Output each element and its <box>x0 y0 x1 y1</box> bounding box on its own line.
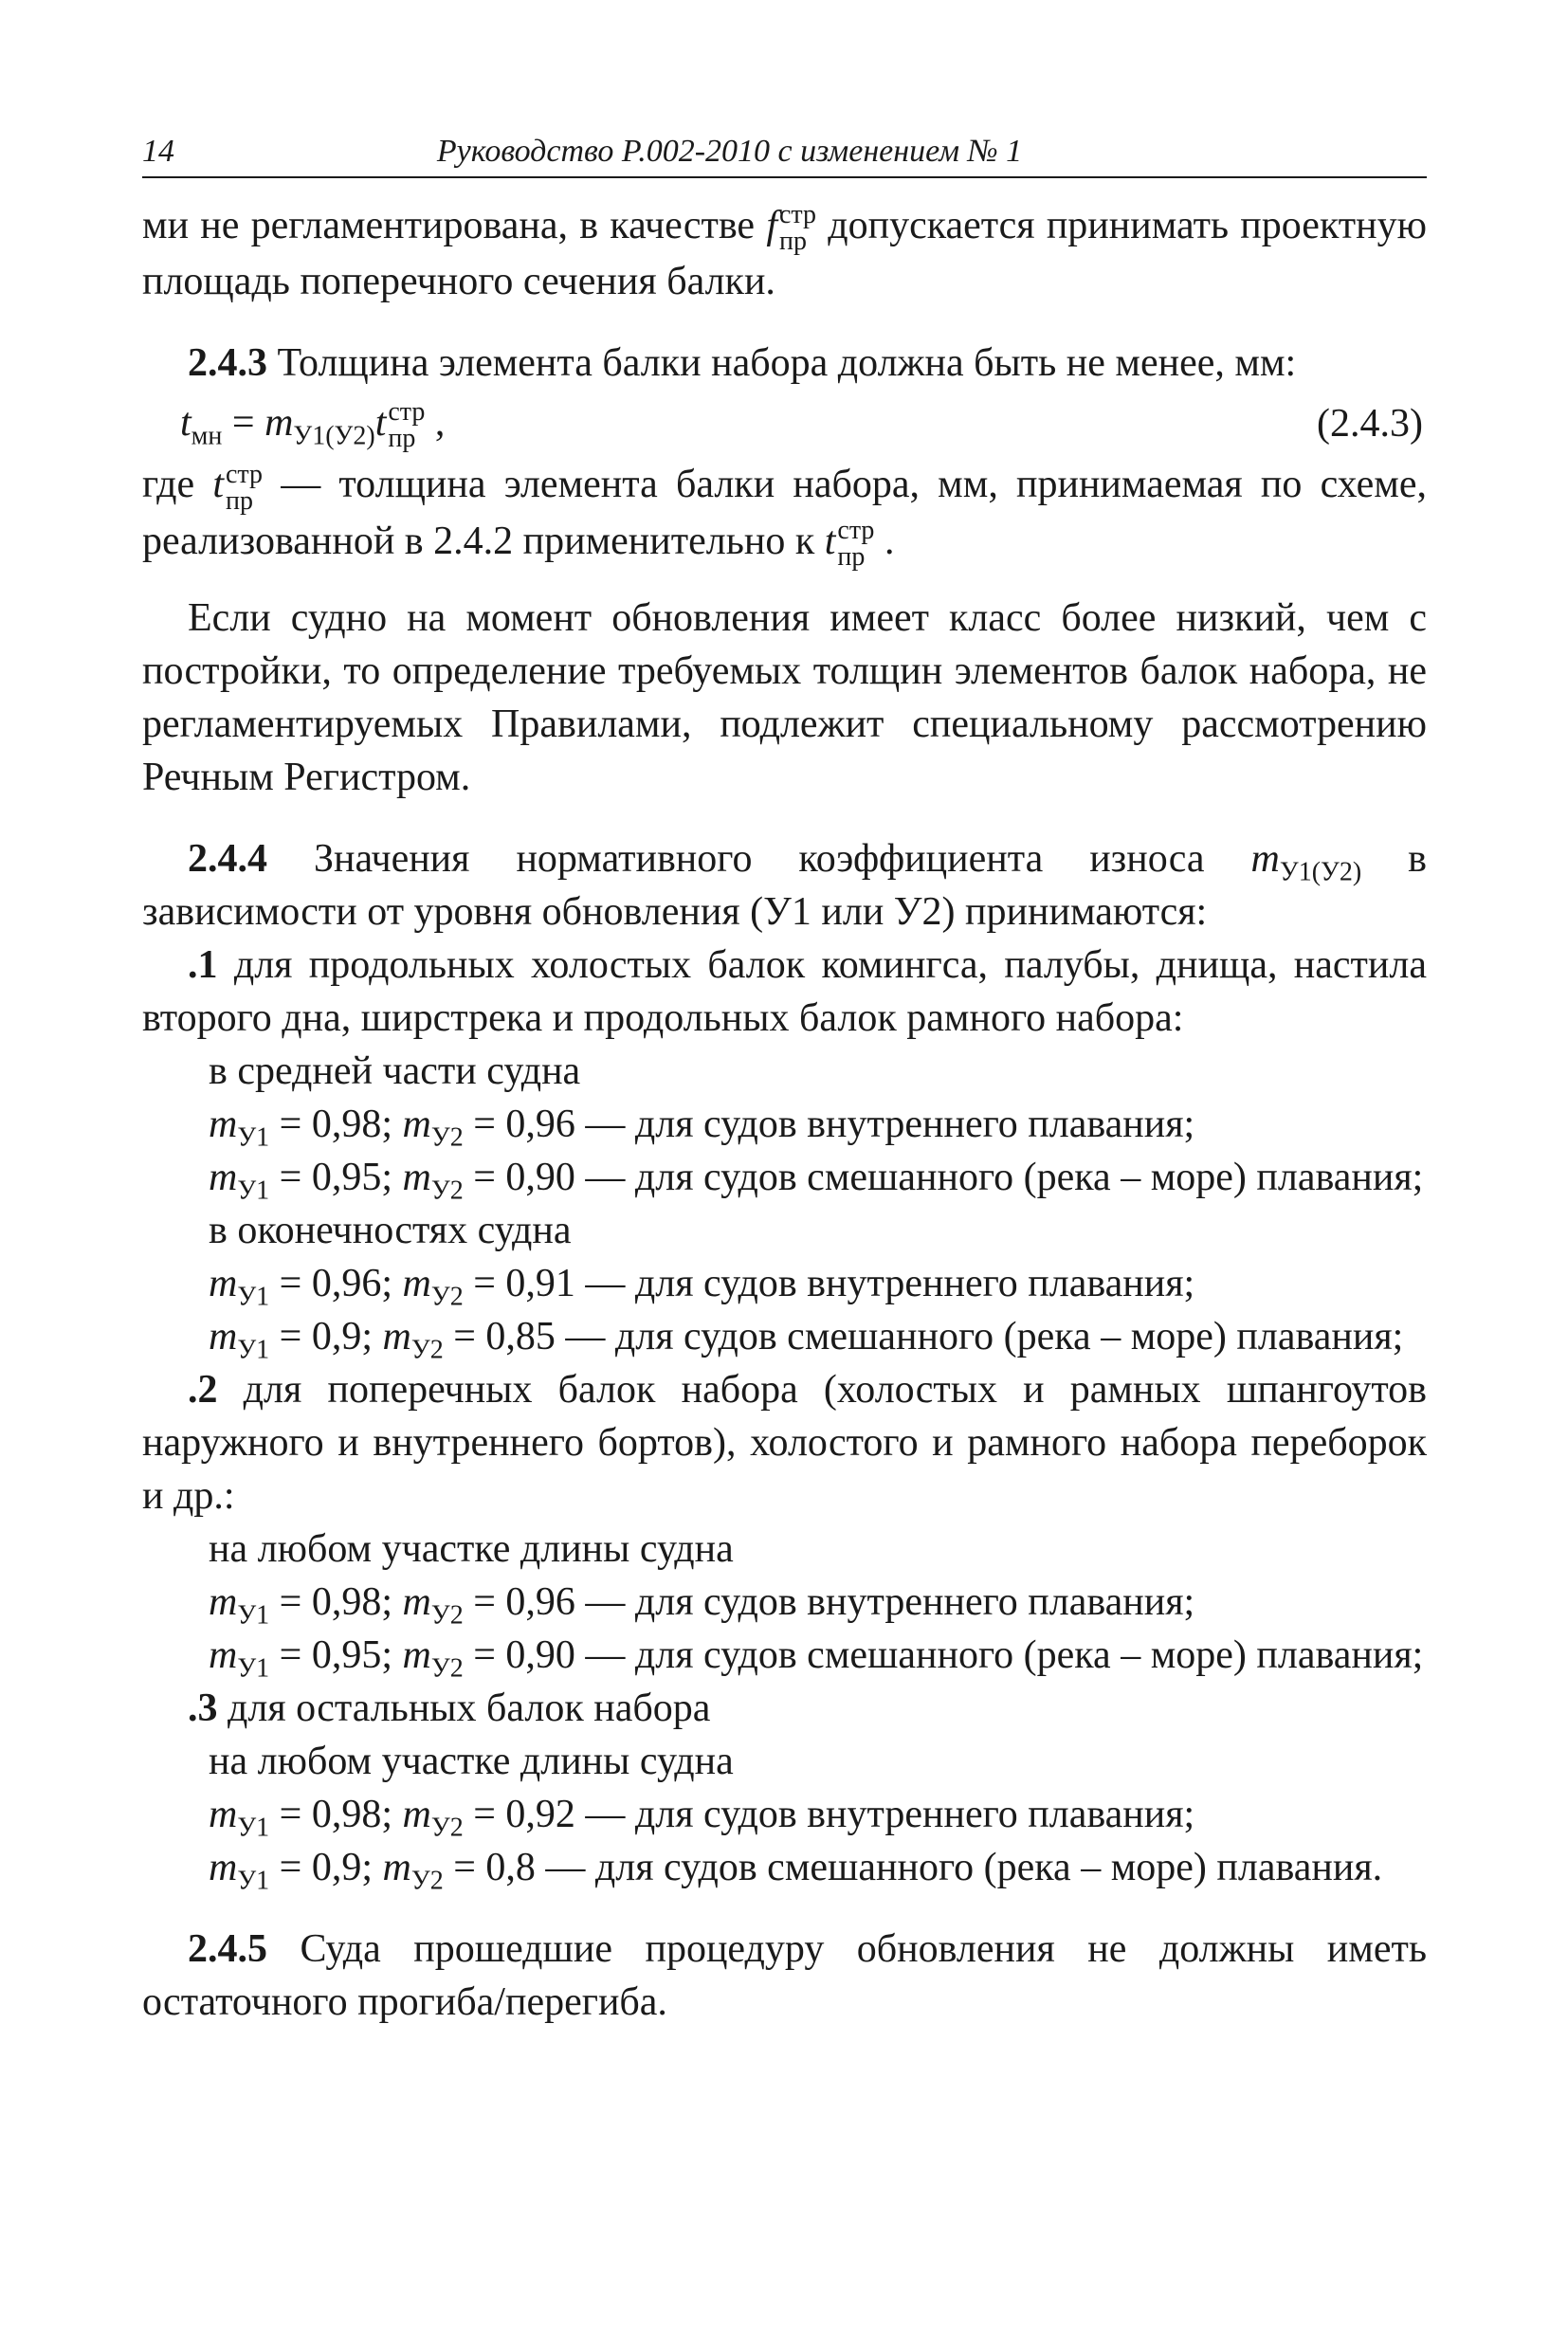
formula-number: (2.4.3) <box>1317 402 1423 447</box>
class-paragraph: Если судно на момент обновления имеет класс более низкий, чем с постройки, то определение требуемых толщин элементов балок набора, не регламентируемых Правилами, подлежит специальному рассмотрению Речным Регистром. <box>142 596 1427 800</box>
location-label: на любом участке длины судна <box>209 1740 734 1784</box>
section-2-4-5: 2.4.5 Суда прошедшие процедуру обновления не должны иметь остаточного прогиба/перегиба. <box>142 1927 1427 2025</box>
coefficient-line: $m_{У1} = 0,98$; $m_{У2} = 0,96$ — для судов внутреннего плавания; <box>209 1103 1195 1153</box>
formula-2-4-3 <box>142 390 1427 458</box>
formula-expression: $t_{мн} = m_{У1(У2)}t$ стр пр , <box>180 397 446 454</box>
location-label: в средней части судна <box>209 1049 581 1094</box>
page-number: 14 <box>142 134 174 169</box>
list-item-2: .2 для поперечных балок набора (холостых и рамных шпангоутов наружного и внутреннего бортов), холостого и рамного набора переборок и др.: <box>142 1368 1427 1519</box>
body-text <box>142 199 1427 2029</box>
coefficient-line: $m_{У1} = 0,98$; $m_{У2} = 0,92$ — для судов внутреннего плавания; <box>209 1793 1195 1843</box>
section-number: 2.4.3 <box>188 341 267 386</box>
coefficient-line: $m_{У1} = 0,9$; $m_{У2} = 0,85$ — для судов смешанного (река – море) плавания; <box>209 1315 1404 1365</box>
coefficient-line: $m_{У1} = 0,98$; $m_{У2} = 0,96$ — для судов внутреннего плавания; <box>209 1580 1195 1631</box>
running-title: Руководство Р.002-2010 с изменением № 1 <box>436 134 1023 169</box>
coefficient-line: $m_{У1} = 0,96$; $m_{У2} = 0,91$ — для судов внутреннего плавания; <box>209 1262 1195 1312</box>
section-2-4-4: 2.4.4 Значения нормативного коэффициента износа $m_{У1(У2)}$ в зависимости от уровня обновления (У1 или У2) принимаются: <box>142 837 1427 935</box>
location-label: в оконечностях судна <box>209 1209 572 1253</box>
where-clause: где t стр пр — толщина элемента балки набора, мм, принимаемая по схеме, реализованной в 2.4.2 применительно к t стр пр . <box>142 459 1427 573</box>
section-2-4-3: 2.4.3 Толщина элемента балки набора должна быть не менее, мм: <box>188 341 1297 386</box>
list-item-1: .1 для продольных холостых балок комингса, палубы, днища, настила второго дна, ширстрека и продольных балок рамного набора: <box>142 943 1427 1041</box>
list-item-3: .3 для остальных балок набора <box>188 1687 711 1731</box>
running-header <box>142 133 1427 178</box>
location-label: на любом участке длины судна <box>209 1527 734 1572</box>
coefficient-line: $m_{У1} = 0,95$; $m_{У2} = 0,90$ — для судов смешанного (река – море) плавания; <box>209 1156 1424 1206</box>
coefficient-line: $m_{У1} = 0,95$; $m_{У2} = 0,90$ — для судов смешанного (река – море) плавания; <box>209 1633 1424 1684</box>
section-number: 2.4.4 <box>188 837 267 882</box>
intro-paragraph: ми не регламентирована, в качестве f стр пр допускается принимать проектную площадь поперечного сечения балки. <box>142 200 1427 304</box>
document-page <box>142 133 1427 2029</box>
coefficient-line: $m_{У1} = 0,9$; $m_{У2} = 0,8$ — для судов смешанного (река – море) плавания. <box>209 1846 1383 1896</box>
section-number: 2.4.5 <box>188 1927 267 1972</box>
